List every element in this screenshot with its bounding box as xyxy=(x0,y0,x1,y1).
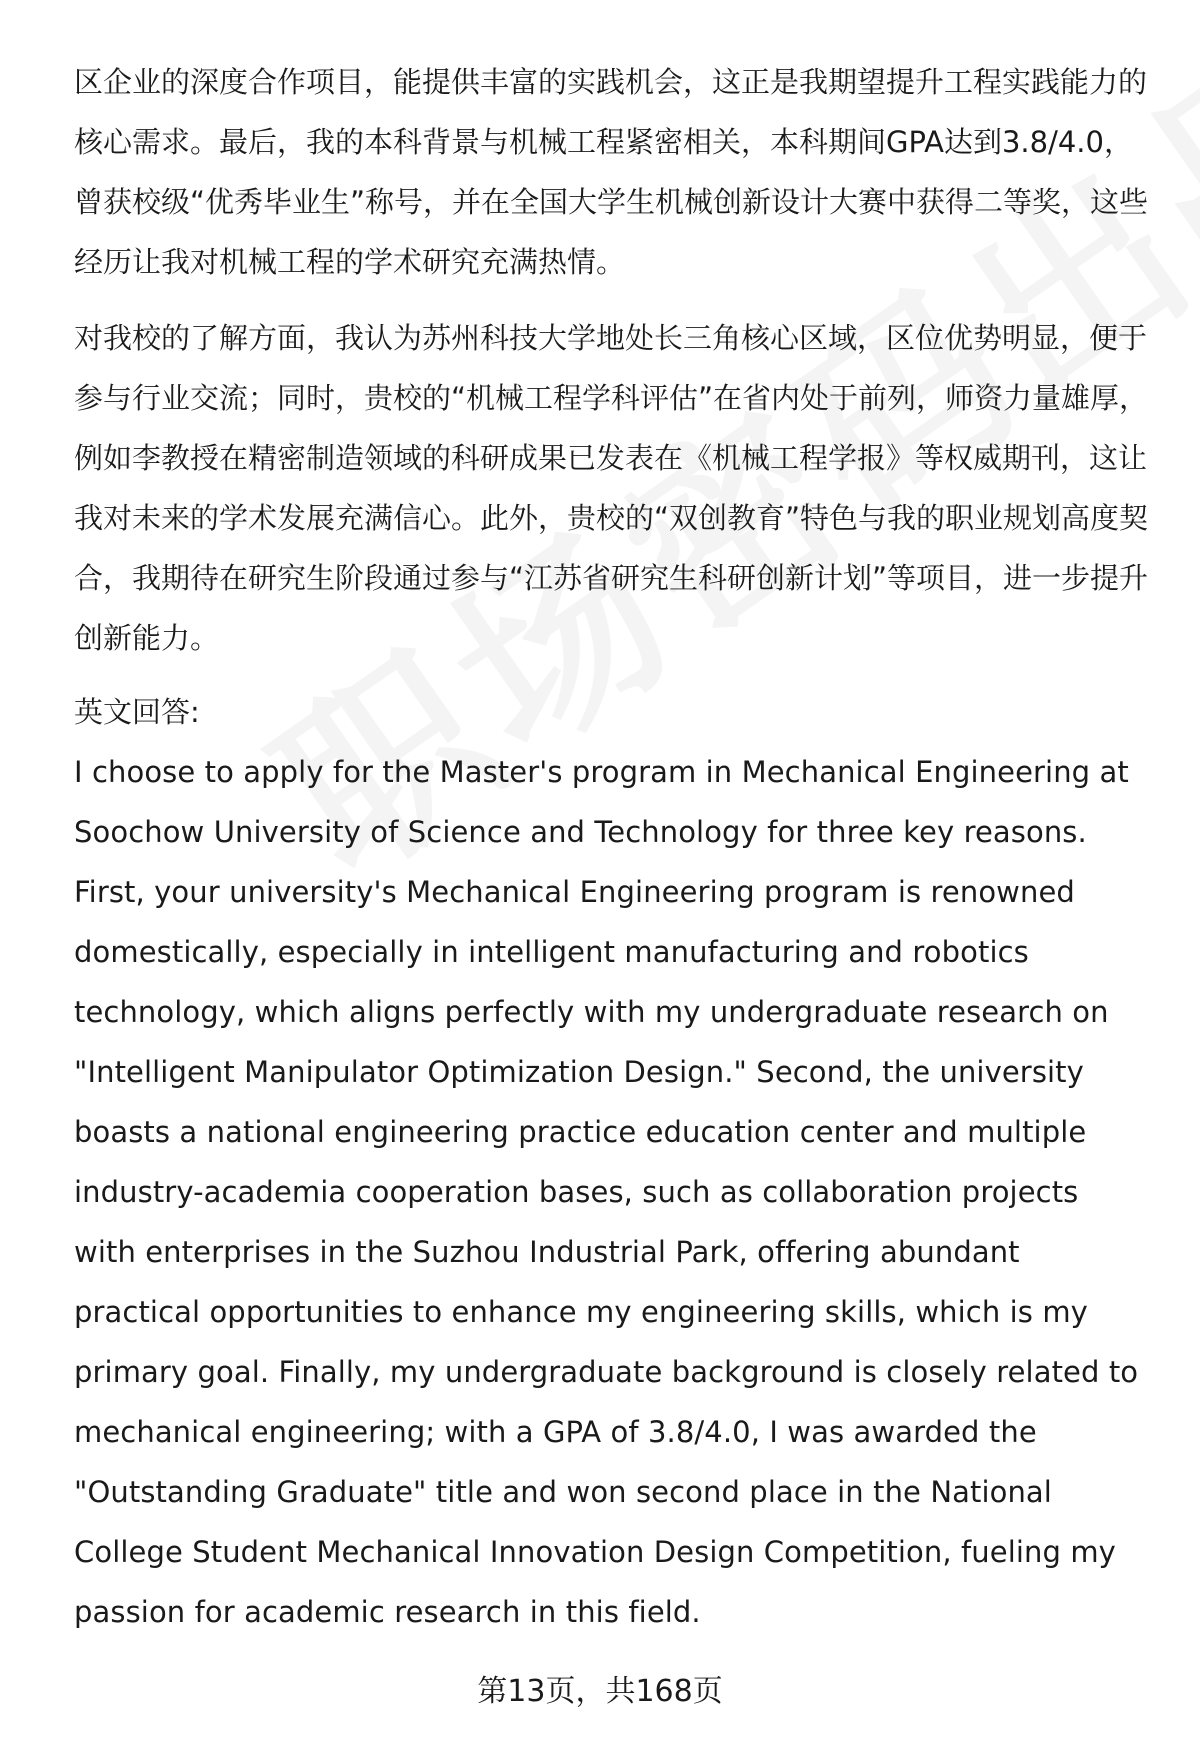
english-answer-paragraph: I choose to apply for the Master's program in Mechanical Engineering at Soochow University of Science and Technology for three key reasons. First, your university's Mechanical Engineering program is renowned domestically, especially in intelligent manufacturing and robotics technology, which aligns perfectly with my undergraduate research on "Intelligent Manipulator Optimization Design." Second, the university boasts a national engineering practice education center and multiple industry-academia cooperation bases, such as collaboration projects with enterprises in the Suzhou Industrial Park, offering abundant practical opportunities to enhance my engineering skills, which is my primary goal. Finally, my undergraduate background is closely related to mechanical engineering; with a GPA of 3.8/4.0, I was awarded the "Outstanding Graduate" title and won second place in the National College Student Mechanical Innovation Design Competition, fueling my passion for academic research in this field. xyxy=(74,755,1139,1629)
paragraph-school-understanding: 对我校的了解方面，我认为苏州科技大学地处长三角核心区域，区位优势明显，便于参与行业交流；同时，贵校的“机械工程学科评估”在省内处于前列，师资力量雄厚，例如李教授在精密制造领域的科研成果已发表在《机械工程学报》等权威期刊，这让我对未来的学术发展充满信心。此外，贵校的“双创教育”特色与我的职业规划高度契合，我期待在研究生阶段通过参与“江苏省研究生科研创新计划”等项目，进一步提升创新能力。 xyxy=(74,321,1149,655)
page-number-footer: 第13页，共168页 xyxy=(477,1674,723,1709)
english-answer-label: 英文回答: xyxy=(74,695,200,729)
page-content xyxy=(74,52,1154,1642)
paragraph-reasons-continued: 区企业的深度合作项目，能提供丰富的实践机会，这正是我期望提升工程实践能力的核心需求。最后，我的本科背景与机械工程紧密相关，本科期间GPA达到3.8/4.0，曾获校级“优秀毕业生”称号，并在全国大学生机械创新设计大赛中获得二等奖，这些经历让我对机械工程的学术研究充满热情。 xyxy=(74,65,1149,279)
